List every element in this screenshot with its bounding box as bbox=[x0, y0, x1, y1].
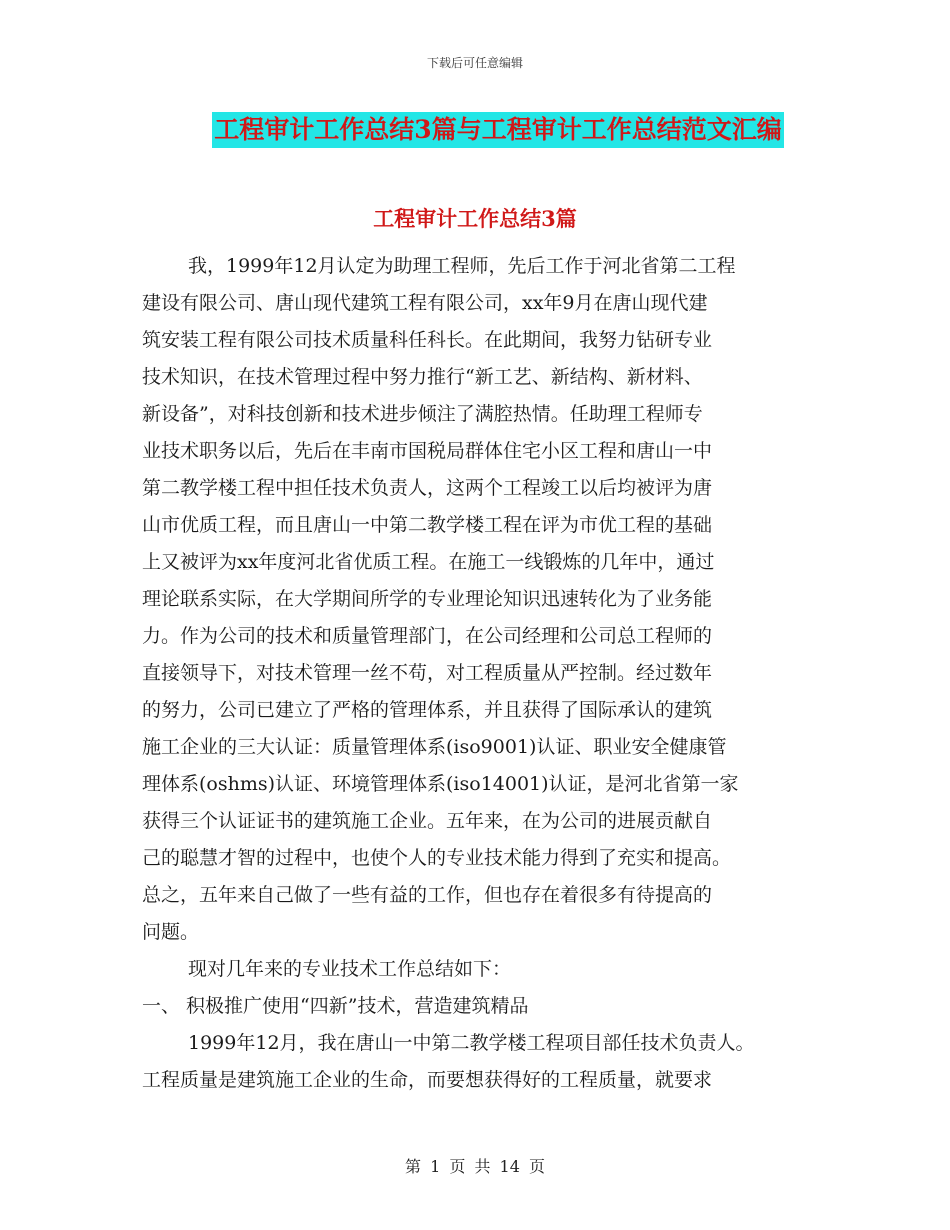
paragraph-line: 第二教学楼工程中担任技术负责人，这两个工程竣工以后均被评为唐 bbox=[142, 477, 713, 499]
paragraph-line: 现对几年来的专业技术工作总结如下： bbox=[188, 958, 512, 980]
document-title-wrap bbox=[0, 112, 950, 148]
section-title: 工程审计工作总结3篇 bbox=[373, 206, 577, 231]
header-note: 下载后可任意编辑 bbox=[426, 56, 523, 70]
paragraph-line: 总之，五年来自己做了一些有益的工作，但也存在着很多有待提高的 bbox=[142, 884, 713, 906]
page-number: 第 1 页 共 14 页 bbox=[405, 1157, 545, 1176]
paragraph-line: 己的聪慧才智的过程中，也使个人的专业技术能力得到了充实和提高。 bbox=[142, 847, 732, 869]
paragraph-line: 技术知识，在技术管理过程中努力推行“新工艺、新结构、新材料、 bbox=[142, 366, 703, 388]
paragraph-line: 施工企业的三大认证：质量管理体系(iso9001)认证、职业安全健康管 bbox=[142, 736, 727, 758]
paragraph-line: 理体系(oshms)认证、环境管理体系(iso14001)认证，是河北省第一家 bbox=[142, 773, 739, 795]
paragraph-line: 上又被评为xx年度河北省优质工程。在施工一线锻炼的几年中，通过 bbox=[142, 551, 715, 573]
paragraph-line: 力。作为公司的技术和质量管理部门，在公司经理和公司总工程师的 bbox=[142, 625, 713, 647]
document-title: 工程审计工作总结3篇与工程审计工作总结范文汇编 bbox=[212, 112, 783, 148]
paragraph-line: 理论联系实际，在大学期间所学的专业理论知识迅速转化为了业务能 bbox=[142, 588, 713, 610]
paragraph-line: 直接领导下，对技术管理一丝不苟，对工程质量从严控制。经过数年 bbox=[142, 662, 713, 684]
paragraph-line: 工程质量是建筑施工企业的生命，而要想获得好的工程质量，就要求 bbox=[142, 1069, 713, 1091]
paragraph-line: 山市优质工程，而且唐山一中第二教学楼工程在评为市优工程的基础 bbox=[142, 514, 713, 536]
paragraph-line: 建设有限公司、唐山现代建筑工程有限公司，xx年9月在唐山现代建 bbox=[142, 292, 708, 314]
paragraph-line: 业技术职务以后，先后在丰南市国税局群体住宅小区工程和唐山一中 bbox=[142, 440, 713, 462]
paragraph-line: 问题。 bbox=[142, 921, 200, 943]
paragraph-line: 我，1999年12月认定为助理工程师，先后工作于河北省第二工程 bbox=[188, 255, 736, 277]
paragraph-line: 1999年12月，我在唐山一中第二教学楼工程项目部任技术负责人。 bbox=[188, 1032, 755, 1054]
paragraph-line: 获得三个认证证书的建筑施工企业。五年来，在为公司的进展贡献自 bbox=[142, 810, 713, 832]
paragraph-line: 筑安装工程有限公司技术质量科任科长。在此期间，我努力钻研专业 bbox=[142, 329, 713, 351]
paragraph-line: 的努力，公司已建立了严格的管理体系，并且获得了国际承认的建筑 bbox=[142, 699, 713, 721]
list-heading: 一、 积极推广使用“四新”技术，营造建筑精品 bbox=[142, 995, 529, 1017]
paragraph-line: 新设备”，对科技创新和技术进步倾注了满腔热情。任助理工程师专 bbox=[142, 403, 703, 425]
